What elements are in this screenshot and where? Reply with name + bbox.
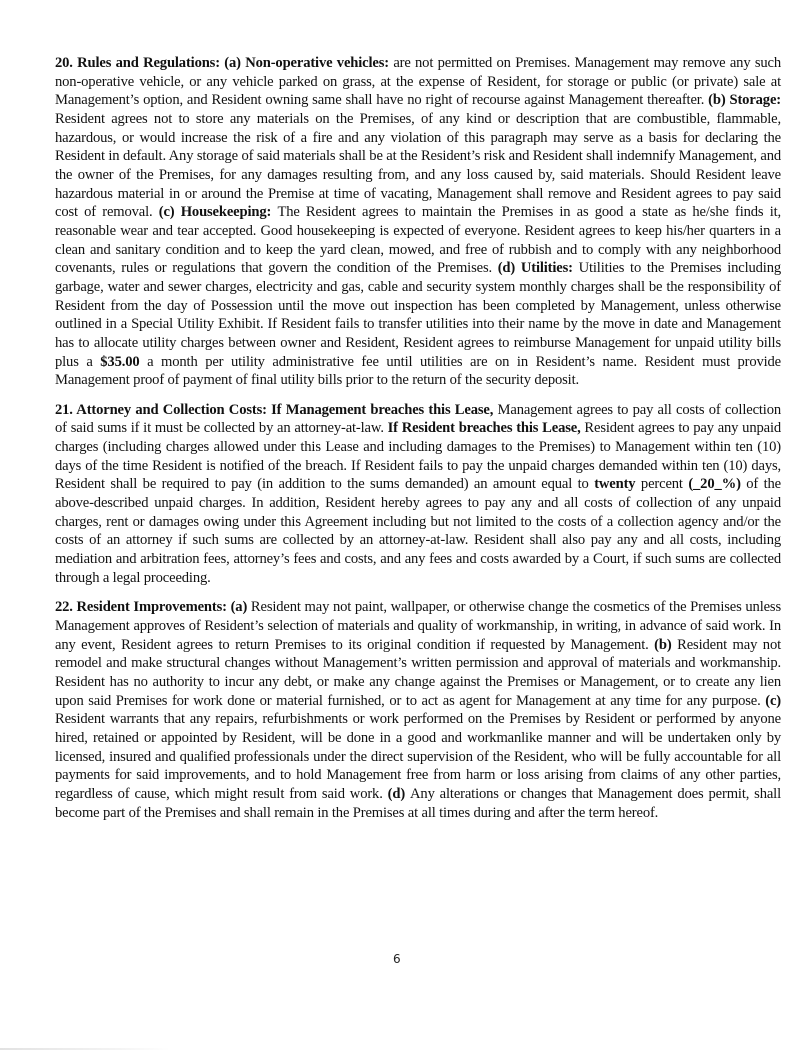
utilities-subheading: (d) Utilities: [497, 260, 579, 277]
improvements-c-text: Resident warrants that any repairs, refurbishments or work performed on the Premises by Resident or performed by anyone hired, retained or appointed by Resident, will be done in a good and workmanlike manner and will be undertaken only by licensed, insured and qualified professionals under the direct supervision of the Resident, who will be fully accountable for all payments for said improvements, and to hold Management free from harm or loss arising from claims of any other parties, regardless of cause, which might result from said work. [55, 711, 781, 802]
improvements-a-text: Resident may not paint, wallpaper, or otherwise change the cosmetics of the Premises unless Management approves of Resident’s selection of materials and quality of workmanship, in writing, in advance of said work. In any event, Resident agrees to return Premises to its original condition if requested by Management. [55, 599, 781, 653]
improvements-b-label: (b) [654, 636, 678, 653]
utility-fee-amount: $35.00 [100, 353, 140, 370]
resident-breach-text: Resident agrees to pay any unpaid charges (including charges allowed under this Lease and including damages to the Premises) to Management within ten (10) days of the time Resident is notified of the breach. If Resident fails to pay the unpaid charges demanded within ten (10) days, Resident shall be required to pay (in addition to the sums demanded) an amount equal to [55, 420, 781, 493]
lease-document-page [55, 54, 781, 833]
utilities-text-continued: a month per utility administrative fee until utilities are on in Resident’s name. Resident must provide Management proof of payment of final utility bills prior to the return of the security deposit. [55, 353, 781, 389]
resident-breach-clause: If Resident breaches this Lease, [387, 420, 585, 437]
section-22-heading: 22. Resident Improvements: (a) [55, 599, 251, 616]
percent-label: percent [635, 476, 689, 493]
utilities-text: Utilities to the Premises including garbage, water and sewer charges, electricity and gas, cable and security system monthly charges shall be the responsibility of Resident from the day of Possession until the move out inspection has been completed by Management, unless otherwise outlined in a Special Utility Exhibit. If Resident fails to transfer utilities into their name by the move in date and Management has to allocate utility charges between owner and Resident, Resident agrees to reimburse Management for unpaid utility bills plus a [55, 260, 781, 370]
section-20-heading: 20. Rules and Regulations: (a) Non-operative vehicles: [55, 55, 394, 71]
improvements-c-label: (c) [765, 692, 781, 709]
housekeeping-subheading: (c) Housekeeping: [158, 204, 278, 221]
section-20-rules-and-regulations [55, 54, 781, 390]
improvements-d-text: Any alterations or changes that Management does permit, shall become part of the Premises and shall remain in the Premises at all times during and after the term hereof. [55, 785, 781, 821]
section-22-resident-improvements [55, 598, 781, 822]
section-21-heading: 21. Attorney and Collection Costs: If Management breaches this Lease, [55, 401, 498, 418]
improvements-b-text: Resident may not remodel and make structural changes without Management’s written permission and approval of materials and workmanship. Resident has no authority to incur any debt, or make any change against the Premises or Management, or to create any lien upon said Premises for work done or material furnished, or to act as agent for Management at any time for any purpose. [55, 636, 781, 709]
collection-costs-text: of the above-described unpaid charges. In addition, Resident hereby agrees to pay any and all costs of collection of any unpaid charges, rent or damages owing under this Agreement including but not limited to the costs of a collection agency and/or the costs of an attorney if such sums are collected by an attorney-at-law. Resident shall also pay any and all costs, including mediation and arbitration fees, attorney’s fees and costs, and any fees and costs awarded by a Court, if such sums are collected through a legal proceeding. [55, 476, 782, 586]
percent-value: (_20_%) [688, 476, 741, 493]
section-20-text: are not permitted on Premises. Management may remove any such non-operative vehicle, or any vehicle parked on grass, at the expense of Resident, for storage or public (or private) sale at Management’s option, and Resident owning same shall have no right of recourse against Management thereafter. [55, 55, 781, 109]
improvements-d-label: (d) [387, 785, 411, 802]
storage-text: Resident agrees not to store any materials on the Premises, of any kind or description that are combustible, flammable, hazardous, or would increase the risk of a fire and any violation of this paragraph may serve as a basis for declaring the Resident in default. Any storage of said materials shall be at the Resident’s risk and Resident shall indemnify Management, and the owner of the Premises, for any damages resulting from, and any loss caused by, said materials. Should Resident leave hazardous material in or around the Premise at time of vacating, Management shall remove and Resident agrees to pay said cost of removal. [55, 110, 781, 221]
page-number: 6 [393, 952, 401, 966]
section-21-attorney-and-collection-costs [55, 401, 781, 588]
storage-subheading: (b) Storage: [708, 92, 781, 109]
section-21-text: Management agrees to pay all costs of collection of said sums if it must be collected by an attorney-at-law. [55, 401, 781, 437]
housekeeping-text: The Resident agrees to maintain the Premises in as good a state as he/she finds it, reasonable wear and tear accepted. Good housekeeping is expected of everyone. Resident agrees to keep his/her quarters in a clean and sanitary condition and to keep the yard clean, mowed, and free of rubbish and to comply with any neighborhood covenants, rules or regulations that govern the condition of the Premises. [55, 204, 781, 277]
percent-word: twenty [594, 476, 636, 493]
